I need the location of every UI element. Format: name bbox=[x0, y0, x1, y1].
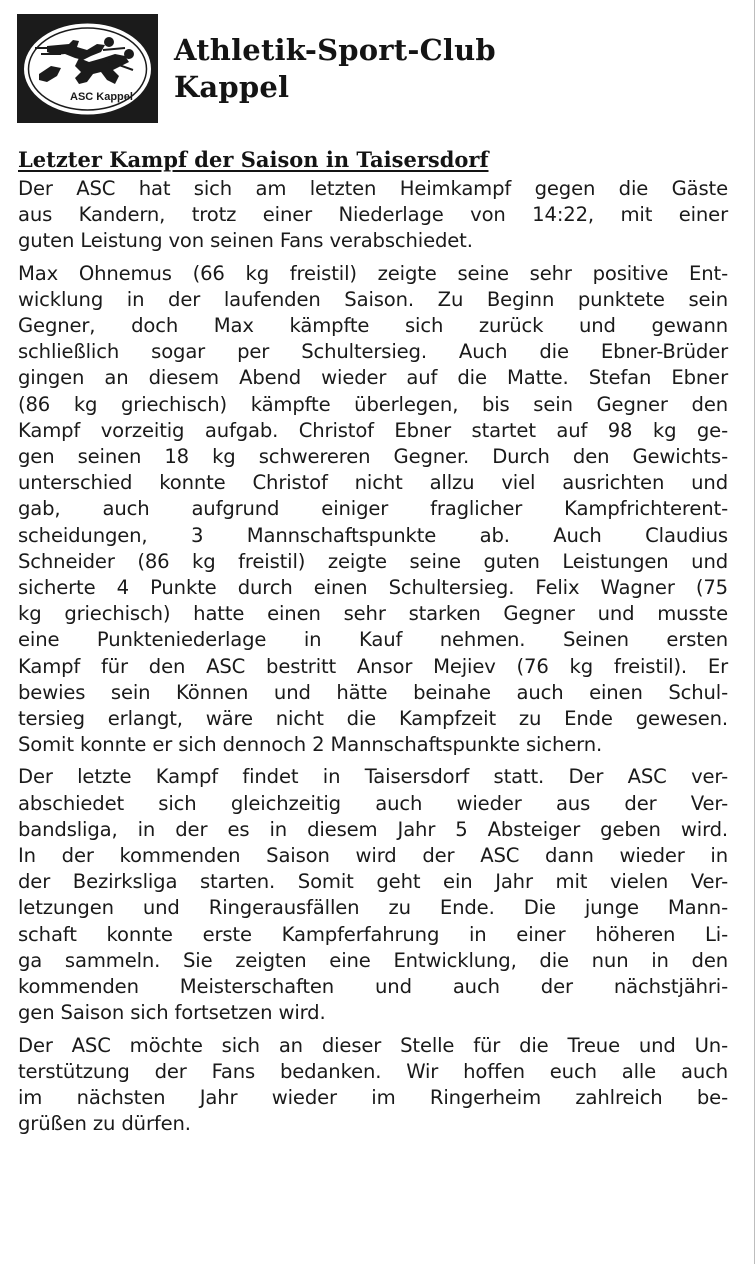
paragraph-line: abschiedet sich gleichzeitig auch wieder aus der Ver- bbox=[18, 791, 728, 815]
paragraph-line: gen seinen 18 kg schwereren Gegner. Durch den Gewichts- bbox=[18, 445, 728, 469]
article-paragraph bbox=[18, 1033, 728, 1138]
paragraph-line: gen Saison sich fortsetzen wird. bbox=[18, 1001, 326, 1025]
paragraph-line: kommenden Meisterschaften und auch der nächstjähri- bbox=[18, 975, 728, 999]
article-paragraph bbox=[18, 176, 728, 255]
paragraph-line: Max Ohnemus (66 kg freistil) zeigte seine sehr positive Ent- bbox=[18, 261, 728, 285]
paragraph-line: Kampf vorzeitig aufgab. Christof Ebner startet auf 98 kg ge- bbox=[18, 418, 728, 442]
club-header bbox=[17, 14, 737, 126]
paragraph-line: tersieg erlangt, wäre nicht die Kampfzeit zu Ende gewesen. bbox=[18, 707, 728, 731]
paragraph-line: sicherte 4 Punkte durch einen Schultersieg. Felix Wagner (75 bbox=[18, 576, 728, 600]
paragraph-line: schaft konnte erste Kampferfahrung in einer höheren Li- bbox=[18, 922, 728, 946]
paragraph-line: Somit konnte er sich dennoch 2 Mannschaftspunkte sichern. bbox=[18, 733, 603, 757]
paragraph-line: Schneider (86 kg freistil) zeigte seine guten Leistungen und bbox=[18, 549, 728, 573]
paragraph-line: bewies sein Können und hätte beinahe auch einen Schul- bbox=[18, 680, 728, 704]
logo-text: ASC Kappel bbox=[70, 91, 133, 103]
paragraph-line: ga sammeln. Sie zeigten eine Entwicklung, die nun in den bbox=[18, 948, 728, 972]
article bbox=[18, 146, 728, 1143]
paragraph-line: Der letzte Kampf findet in Taisersdorf statt. Der ASC ver- bbox=[18, 765, 728, 789]
club-name-line-2: Kappel bbox=[174, 70, 290, 104]
paragraph-line: schließlich sogar per Schultersieg. Auch die Ebner-Brüder bbox=[18, 340, 728, 364]
paragraph-line: terstützung der Fans bedanken. Wir hoffen euch alle auch bbox=[18, 1059, 728, 1083]
paragraph-line: Kampf für den ASC bestritt Ansor Mejiev (76 kg freistil). Er bbox=[18, 654, 728, 678]
article-paragraph bbox=[18, 764, 728, 1026]
wrestlers-emblem-icon bbox=[17, 14, 158, 123]
paragraph-line: eine Punkteniederlage in Kauf nehmen. Seinen ersten bbox=[18, 628, 728, 652]
paragraph-line: (86 kg griechisch) kämpfte überlegen, bis sein Gegner den bbox=[18, 392, 728, 416]
paragraph-line: Gegner, doch Max kämpfte sich zurück und gewann bbox=[18, 314, 728, 338]
club-name-line-1: Athletik-Sport-Club bbox=[174, 33, 496, 67]
paragraph-line: gab, auch aufgrund einiger fraglicher Kampfrichterent- bbox=[18, 497, 728, 521]
paragraph-line: In der kommenden Saison wird der ASC dann wieder in bbox=[18, 844, 728, 868]
paragraph-line: kg griechisch) hatte einen sehr starken Gegner und musste bbox=[18, 602, 728, 626]
paragraph-line: wicklung in der laufenden Saison. Zu Beginn punktete sein bbox=[18, 287, 728, 311]
paragraph-line: bandsliga, in der es in diesem Jahr 5 Absteiger geben wird. bbox=[18, 817, 728, 841]
club-logo bbox=[17, 14, 158, 123]
paragraph-line: im nächsten Jahr wieder im Ringerheim zahlreich be- bbox=[18, 1085, 728, 1109]
paragraph-line: aus Kandern, trotz einer Niederlage von 14:22, mit einer bbox=[18, 203, 728, 227]
paragraph-line: der Bezirksliga starten. Somit geht ein Jahr mit vielen Ver- bbox=[18, 870, 728, 894]
article-headline: Letzter Kampf der Saison in Taisersdorf bbox=[18, 147, 489, 172]
paragraph-line: letzungen und Ringerausfällen zu Ende. Die junge Mann- bbox=[18, 896, 728, 920]
article-paragraph bbox=[18, 261, 728, 759]
paragraph-line: Der ASC möchte sich an dieser Stelle für die Treue und Un- bbox=[18, 1033, 728, 1057]
paragraph-line: gingen an diesem Abend wieder auf die Matte. Stefan Ebner bbox=[18, 366, 728, 390]
paragraph-line: Der ASC hat sich am letzten Heimkampf gegen die Gäste bbox=[18, 177, 728, 200]
paragraph-line: unterschied konnte Christof nicht allzu viel ausrichten und bbox=[18, 471, 728, 495]
club-name bbox=[174, 32, 496, 106]
article-body bbox=[18, 176, 728, 1137]
paragraph-line: grüßen zu dürfen. bbox=[18, 1112, 191, 1136]
paragraph-line: guten Leistung von seinen Fans verabschiedet. bbox=[18, 229, 473, 253]
paragraph-line: scheidungen, 3 Mannschaftspunkte ab. Auch Claudius bbox=[18, 523, 728, 547]
